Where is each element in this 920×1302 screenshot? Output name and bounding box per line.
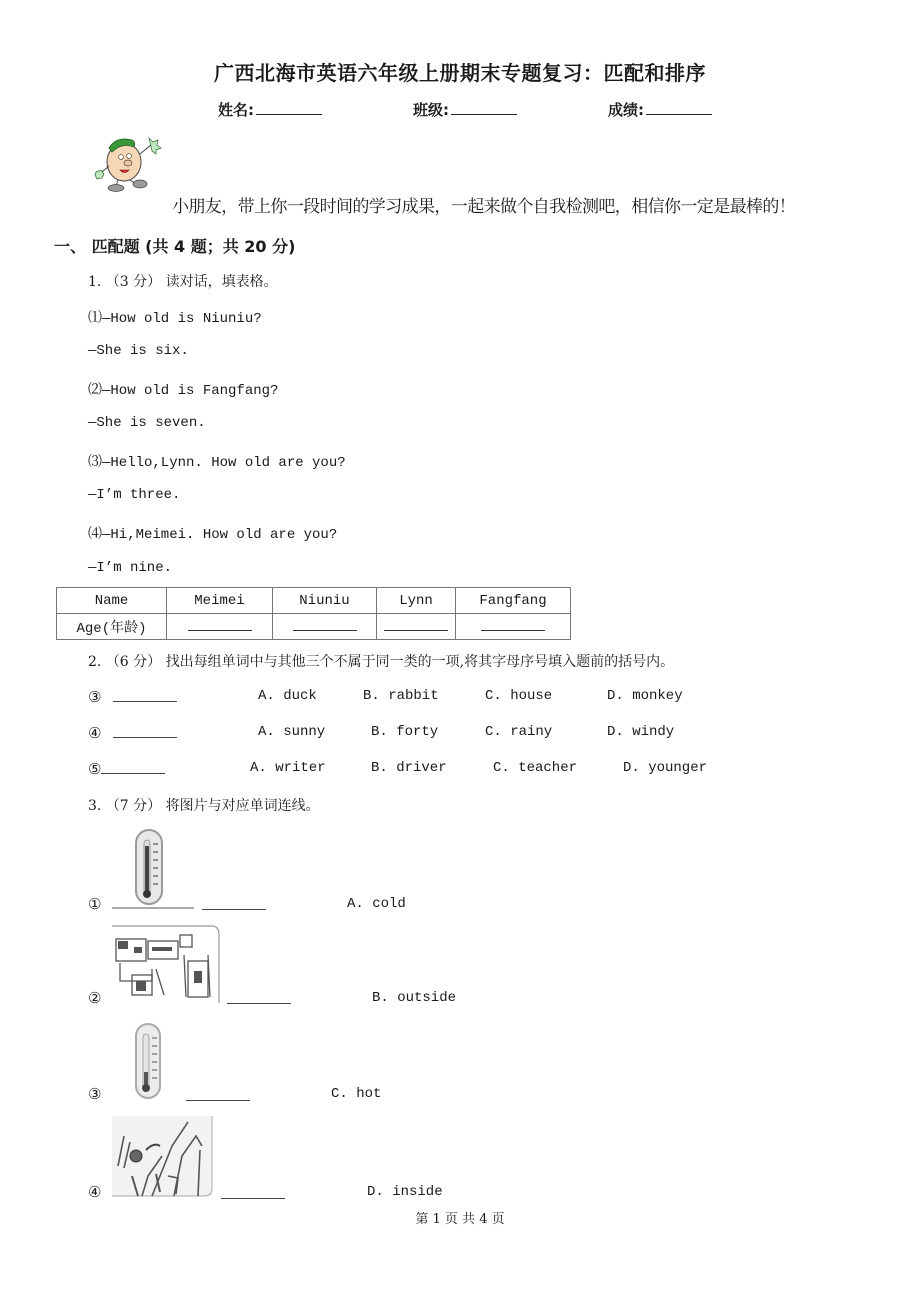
age-table	[56, 587, 571, 640]
option: D. monkey	[607, 688, 683, 704]
q1-dialogue-line: ⑵—How old is Fangfang?	[88, 383, 279, 399]
age-input-fangfang[interactable]	[456, 614, 571, 640]
q3-item-number: ②	[88, 989, 102, 1007]
option: D. windy	[607, 724, 675, 740]
answer-blank[interactable]	[113, 726, 177, 738]
q3-item-number: ①	[88, 895, 102, 913]
q1-dialogue-line: —She is seven.	[88, 415, 206, 431]
q2-row	[88, 759, 165, 778]
age-input-meimei[interactable]	[167, 614, 273, 640]
table-cell-fangfang: Fangfang	[456, 588, 571, 614]
page-title: 广西北海市英语六年级上册期末专题复习：匹配和排序	[214, 61, 706, 85]
option: C. house	[485, 688, 553, 704]
option: C. teacher	[493, 760, 578, 776]
option: A. sunny	[258, 724, 326, 740]
q2-prompt: 2. （6 分） 找出每组单词中与其他三个不属于同一类的一项,将其字母序号填入题前的括号内。	[88, 654, 675, 670]
table-cell-lynn: Lynn	[377, 588, 456, 614]
option: D. younger	[623, 760, 708, 776]
name-field	[218, 99, 322, 120]
q1-dialogue-line: ⑴—How old is Niuniu?	[88, 311, 262, 327]
table-header-age: Age(年龄)	[57, 614, 167, 640]
q3-item-number: ④	[88, 1183, 102, 1201]
q1-prompt: 1. （3 分） 读对话，填表格。	[88, 274, 278, 290]
match-blank[interactable]	[186, 1089, 250, 1101]
q3-prompt: 3. （7 分） 将图片与对应单词连线。	[88, 798, 320, 814]
table-cell-meimei: Meimei	[167, 588, 273, 614]
score-field	[608, 99, 712, 120]
indoor-room-picture	[112, 925, 220, 1005]
option: A. duck	[258, 688, 317, 704]
q1-dialogue-line: ⑶—Hello,Lynn. How old are you?	[88, 455, 346, 471]
age-input-lynn[interactable]	[377, 614, 456, 640]
match-word: D. inside	[367, 1184, 443, 1200]
thermometer-high-icon	[112, 828, 194, 910]
table-header-name: Name	[57, 588, 167, 614]
match-blank[interactable]	[221, 1187, 285, 1199]
option: C. rainy	[485, 724, 553, 740]
q2-row-number: ④	[88, 724, 102, 742]
answer-blank[interactable]	[113, 690, 177, 702]
page-number: 第 1 页 共 4 页	[415, 1212, 505, 1227]
match-blank[interactable]	[202, 898, 266, 910]
q1-dialogue-line: —I’m three.	[88, 487, 181, 503]
section-heading: 一、 匹配题 (共 4 题；共 20 分)	[54, 237, 296, 256]
match-blank[interactable]	[227, 992, 291, 1004]
q3-item-number: ③	[88, 1085, 102, 1103]
answer-blank[interactable]	[101, 762, 165, 774]
q2-row-number: ⑤	[88, 760, 102, 778]
option: B. driver	[371, 760, 447, 776]
table-row-ages	[57, 614, 571, 640]
q2-row	[88, 687, 177, 706]
option: A. writer	[250, 760, 326, 776]
match-word: B. outside	[372, 990, 457, 1006]
table-row-names	[57, 588, 571, 614]
q2-row-number: ③	[88, 688, 102, 706]
encouragement-text: 小朋友，带上你一段时间的学习成果，一起来做个自我检测吧，相信你一定是最棒的！	[172, 197, 796, 217]
match-word: A. cold	[347, 896, 406, 912]
outdoor-scene-picture	[112, 1116, 214, 1198]
option: B. forty	[371, 724, 439, 740]
class-label: 班级:	[413, 101, 449, 119]
option: B. rabbit	[363, 688, 439, 704]
thermometer-low-icon	[122, 1020, 184, 1102]
q1-dialogue-line: —I’m nine.	[88, 560, 173, 576]
name-blank[interactable]	[256, 101, 322, 115]
q2-row	[88, 723, 177, 742]
mascot-icon	[94, 130, 166, 192]
score-blank[interactable]	[646, 101, 712, 115]
match-word: C. hot	[331, 1086, 382, 1102]
score-label: 成绩:	[608, 101, 644, 119]
age-input-niuniu[interactable]	[273, 614, 377, 640]
class-blank[interactable]	[451, 101, 517, 115]
q1-dialogue-line: —She is six.	[88, 343, 189, 359]
class-field	[413, 99, 517, 120]
table-cell-niuniu: Niuniu	[273, 588, 377, 614]
q1-dialogue-line: ⑷—Hi,Meimei. How old are you?	[88, 527, 338, 543]
name-label: 姓名:	[218, 101, 254, 119]
